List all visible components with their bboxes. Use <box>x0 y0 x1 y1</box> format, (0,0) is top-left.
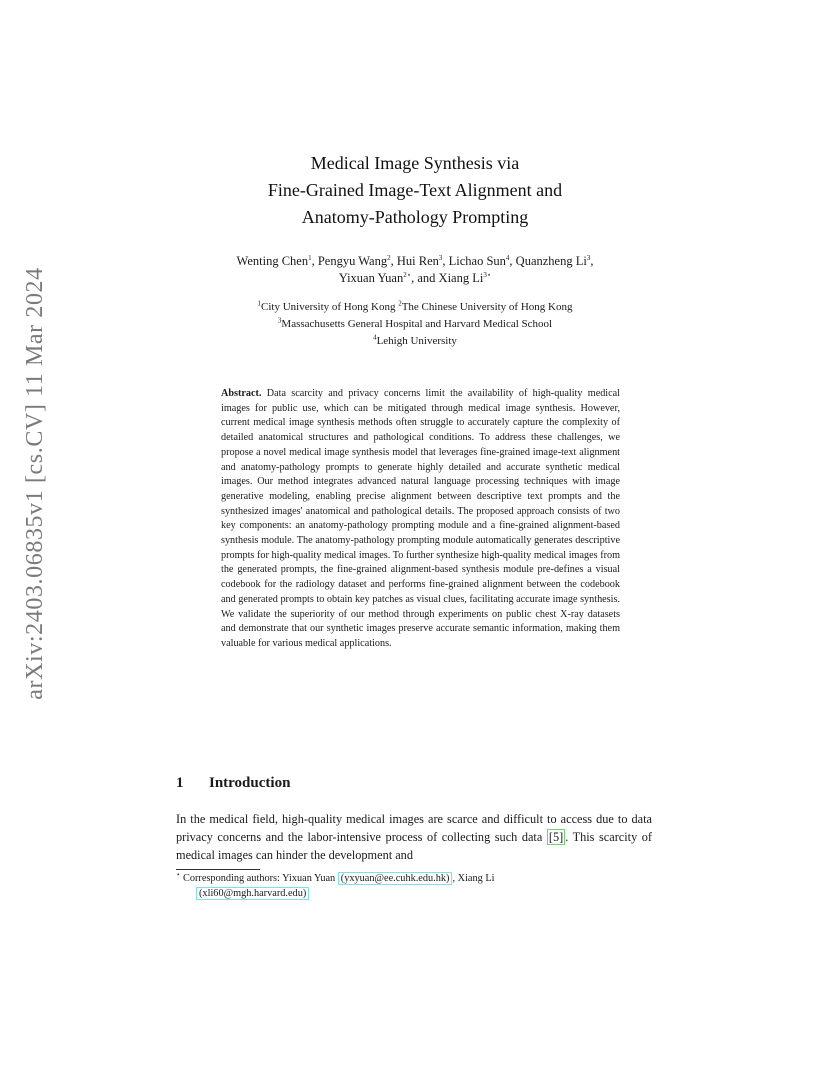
footnote: ⋆ Corresponding authors: Yixuan Yuan (yxyuan@ee.cuhk.edu.hk) , Xiang Li (xli60@mgh.harvard.edu) <box>176 870 495 899</box>
affiliation-line-3: $^4$Lehigh University <box>373 333 457 347</box>
abstract <box>221 387 620 652</box>
title-line-3: Anatomy-Pathology Prompting <box>301 207 529 227</box>
affiliation-line-1: $^1$City University of Hong Kong $^2$The Chinese University of Hong Kong <box>257 299 573 313</box>
footnote-rule <box>176 869 260 870</box>
author: Hui Ren$^3$ <box>396 253 443 268</box>
author: Quanzheng Li$^3$ <box>515 253 591 268</box>
section-number: 1 <box>176 775 184 791</box>
affiliation-line-2: $^3$Massachusetts General Hospital and Harvard Medical School <box>277 316 553 330</box>
email-link-yuan[interactable]: (yxyuan@ee.cuhk.edu.hk) <box>338 872 453 885</box>
intro-paragraph: In the medical field, high-quality medical images are scarce and difficult to access due to data privacy concerns and the labor-intensive process of collecting such data [5] . This scarcity of medical images can hinder the development and <box>176 812 653 862</box>
section-title: Introduction <box>209 775 291 791</box>
title-line-2: Fine-Grained Image-Text Alignment and <box>267 180 563 200</box>
arxiv-side-identifier <box>20 266 50 700</box>
citation-link[interactable]: [5] <box>548 830 564 844</box>
abstract-label: Abstract. <box>221 388 262 399</box>
title-line-1: Medical Image Synthesis via <box>310 153 520 173</box>
author: Lichao Sun$^4$ <box>448 253 510 268</box>
author-list: Wenting Chen$^1$, Pengyu Wang$^2$, Hui Ren$^3$, Lichao Sun$^4$, Quanzheng Li$^3$, Yixuan Yuan$^{2⋆}$, and Xiang $Li^{3⋆}$ <box>236 253 594 285</box>
email-link-li[interactable]: (xli60@mgh.harvard.edu) <box>196 887 309 900</box>
author: Wenting Chen$^1$ <box>236 253 312 268</box>
affiliations <box>175 299 655 350</box>
arxiv-id-text: arXiv:2403.06835v1 [cs.CV] 11 Mar 2024 <box>21 266 48 700</box>
author: Yixuan Yuan$^{2⋆}$ <box>338 270 412 285</box>
abstract-text: Data scarcity and privacy concerns limit the availability of high-quality medical images for public use, which can be mitigated through medical image synthesis. However, current medical image synthesis methods often struggle to accurately capture the complexity of detailed anatomical structures and pathological conditions. To address these challenges, we propose a novel medical image synthesis model that leverages fine-grained image-text alignment and anatomy-pathology prompts to generate highly detailed and accurate synthetic medical images. Our method integrates advanced natural language processing techniques with image generative modeling, enabling precise alignment between descriptive text prompts and the synthesized images' anatomical and pathological details. The proposed approach consists of two key components: an anatomy-pathology prompting module and a fine-grained alignment-based synthesis module. The anatomy-pathology prompting module automatically generates descriptive prompts for high-quality medical images. To further synthesize high-quality medical images from the generated prompts, the fine-grained alignment-based synthesis module pre-defines a visual codebook for the radiology dataset and performs fine-grained alignment between the codebook and generated prompts to obtain key patches as visual clues, facilitating accurate image synthesis. We validate the superiority of our method through experiments on public chest X-ray datasets and demonstrate that our synthetic images preserve accurate semantic information, making them valuable for various medical applications. <box>221 388 621 649</box>
section-heading-introduction <box>176 775 290 792</box>
author: Pengyu Wang$^2$ <box>317 253 391 268</box>
paper-title <box>150 150 680 231</box>
author: Xiang $Li^{3⋆}$ <box>438 270 492 285</box>
footnote-mark: ⋆ <box>176 870 181 879</box>
